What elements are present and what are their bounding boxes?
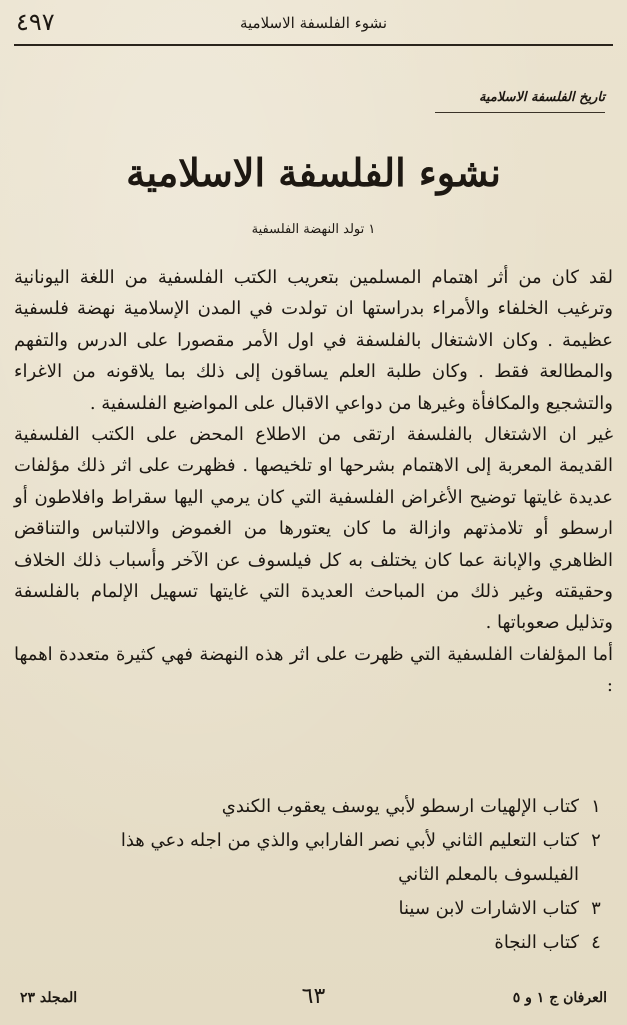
paragraph: أما المؤلفات الفلسفية التي ظهرت على اثر هذه النهضة فهي كثيرة متعددة اهمها :: [14, 643, 613, 697]
list-item: [14, 790, 613, 824]
page-number-top: ٤٩٧: [16, 8, 55, 36]
section-tag-underline: [435, 112, 605, 113]
paragraph: لقد كان من أثر اهتمام المسلمين بتعريب الكتب الفلسفية من اللغة اليونانية وترغيب الخلفاء والأمراء بدراستها ان تولدت في المدن الإسلامية نهضة فلسفية عظيمة . وكان الاشتغال بالفلسفة في اول الأمر مقصورا على الدرس والتفهم والمطالعة فقط . وكان طلبة العلم يساقون إلى ذلك بما يلاقونه من الاغراء والتشجيع والمكافأة وغيرها من دواعي الاقبال على المواضيع الفلسفية .: [14, 267, 613, 414]
article-body: [14, 262, 613, 702]
list-text: كتاب التعليم الثاني لأبي نصر الفارابي والذي من اجله دعي هذا: [120, 830, 579, 851]
list-number: ٤: [591, 932, 601, 953]
subheading: ١ تولد النهضة الفلسفية: [251, 222, 376, 237]
list-text: الفيلسوف بالمعلم الثاني: [398, 864, 579, 885]
list-item: [14, 926, 613, 960]
page-footer: [20, 982, 607, 1012]
list-item: [14, 858, 613, 892]
section-tag: تاريخ الفلسفة الاسلامية: [478, 90, 605, 105]
footer-journal: العرفان ج ١ و ٥: [512, 990, 607, 1006]
list-text: كتاب الاشارات لابن سينا: [398, 898, 579, 919]
paragraph: غير ان الاشتغال بالفلسفة ارتقى من الاطلاع المحض على الكتب الفلسفية القديمة المعربة إلى الاهتمام بشرحها او تلخيصها . فظهرت على اثر ذلك مؤلفات عديدة غايتها توضيح الأغراض الفلسفية التي كان يرمي اليها سقراط وافلاطون أو ارسطو أو تلامذتهم وازالة ما كان يعتورها من الغموض والالتباس والتناقض الظاهري والإبانة عما كان يختلف به كل فيلسوف عن الآخر وأسباب ذلك الخلاف وحقيقته وغير ذلك من المباحث العديدة التي غايتها تسهيل الإلمام بالفلسفة وتذليل صعوباتها .: [14, 424, 613, 634]
list-item: [14, 892, 613, 926]
works-list: [14, 790, 613, 960]
article-title: نشوء الفلسفة الاسلامية: [126, 150, 501, 195]
list-number: ١: [591, 796, 601, 817]
list-number: ٣: [591, 898, 601, 919]
header-rule: [14, 44, 613, 46]
running-header: [14, 8, 613, 40]
list-text: كتاب النجاة: [494, 932, 579, 953]
footer-volume: المجلد ٢٣: [20, 990, 78, 1006]
list-item: [14, 824, 613, 858]
list-text: كتاب الإلهيات ارسطو لأبي يوسف يعقوب الكندي: [221, 796, 579, 817]
running-title: نشوء الفلسفة الاسلامية: [239, 14, 388, 32]
list-number: ٢: [591, 830, 601, 851]
footer-page-number: ٦٣: [301, 984, 326, 1009]
